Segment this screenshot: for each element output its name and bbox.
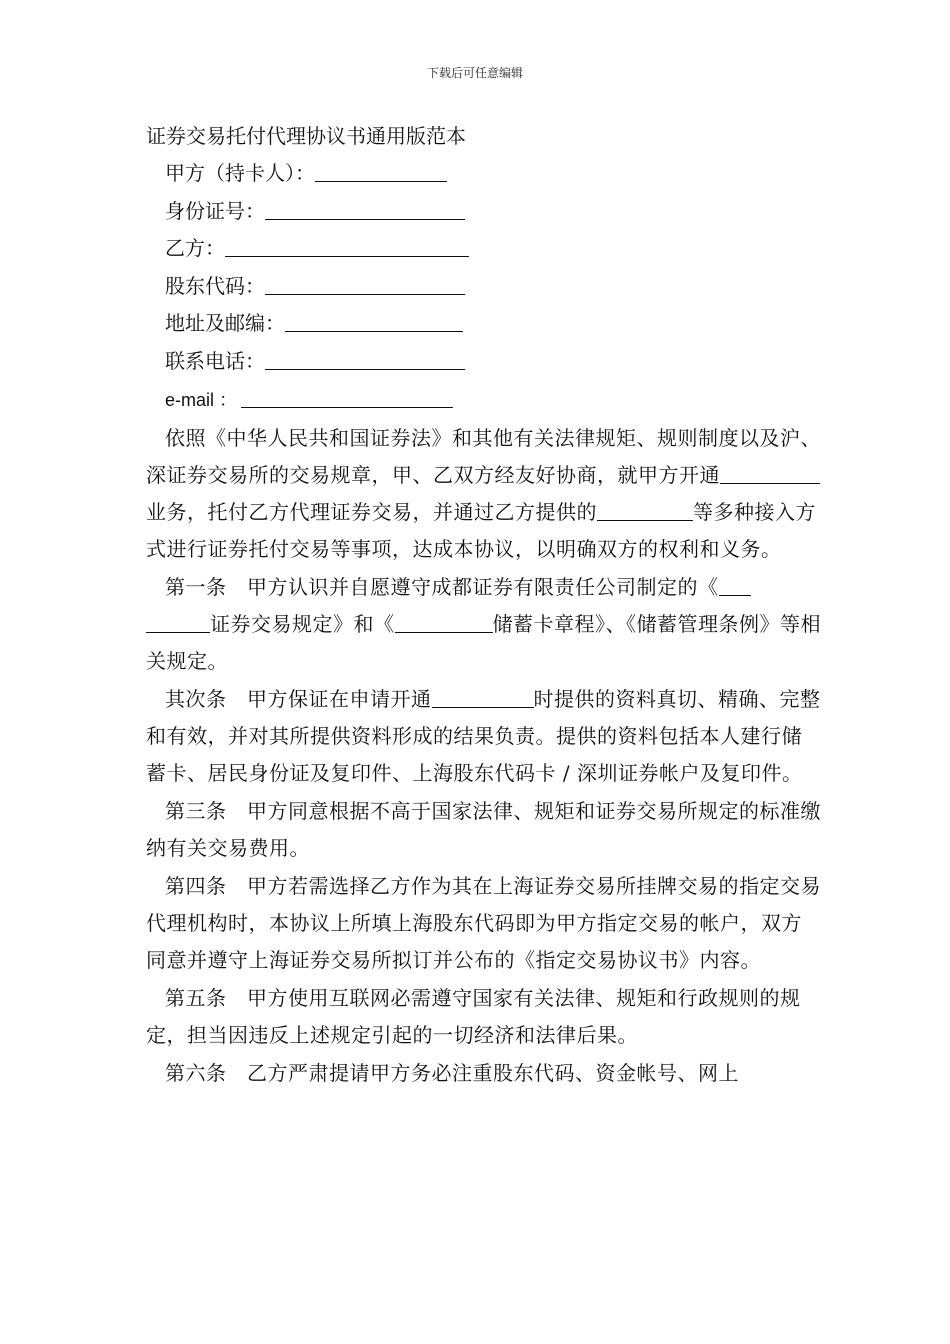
paragraph-article-1 bbox=[146, 569, 822, 680]
blank-line bbox=[285, 311, 463, 332]
paragraph-article-2 bbox=[146, 681, 822, 792]
paragraph-text: 证券交易规定》和《 bbox=[210, 611, 395, 636]
paragraph-text: 依照《中华人民共和国证券法》和其他有关法律规矩、规则制度以及沪、深证券交易所的交易规章，甲、乙双方经友好协商，就甲方开通 bbox=[146, 425, 821, 487]
paragraph-text: 其次条 甲方保证在申请开通 bbox=[165, 686, 432, 711]
blank-line bbox=[225, 236, 469, 257]
blank-line bbox=[315, 161, 447, 182]
document-body bbox=[146, 118, 822, 1092]
paragraph-text: 等多种接入方式进行证券托付交易等事项，达成本协议，以明确双方的权利和义务。 bbox=[146, 499, 816, 561]
paragraph-preamble bbox=[146, 420, 822, 568]
field-label: 乙方： bbox=[165, 236, 225, 260]
field-shareholder-code bbox=[146, 268, 822, 306]
paragraph-article-6: 第六条 乙方严肃提请甲方务必注重股东代码、资金帐号、网上 bbox=[165, 1060, 739, 1085]
field-label: 联系电话： bbox=[165, 348, 265, 373]
field-label: 地址及邮编： bbox=[165, 311, 285, 335]
blank-line bbox=[395, 612, 493, 633]
paragraph-text: 时提供的资料真切、精确、完整和有效，并对其所提供资料形成的结果负责。提供的资料包括本人建行储蓄卡、居民身份证及复印件、上海股东代码卡 / 深圳证券帐户及复印件。 bbox=[146, 686, 821, 785]
blank-line bbox=[720, 463, 820, 484]
field-address-postcode bbox=[146, 305, 822, 343]
paragraph-article-5: 第五条 甲方使用互联网必需遵守国家有关法律、规矩和行政规则的规定，担当因违反上述规定引起的一切经济和法律后果。 bbox=[146, 985, 801, 1047]
paragraph-text: 业务，托付乙方代理证券交易，并通过乙方提供的 bbox=[146, 499, 597, 524]
field-label: 身份证号： bbox=[165, 198, 265, 223]
blank-line bbox=[265, 274, 465, 295]
field-label: 股东代码： bbox=[165, 273, 265, 298]
field-phone bbox=[146, 343, 822, 381]
paragraph-article-4: 第四条 甲方若需选择乙方作为其在上海证券交易所挂牌交易的指定交易代理机构时，本协议上所填上海股东代码即为甲方指定交易的帐户，双方同意并遵守上海证券交易所拟订并公布的《指定交易协议书》内容。 bbox=[146, 873, 821, 972]
blank-line bbox=[146, 612, 210, 633]
field-party-b bbox=[146, 230, 822, 268]
paragraph-text: 储蓄卡章程》、《储蓄管理条例》等相关规定。 bbox=[146, 611, 821, 673]
document-title: 证券交易托付代理协议书通用版范本 bbox=[146, 124, 466, 148]
paragraph-text: 第一条 甲方认识并自愿遵守成都证券有限责任公司制定的《 bbox=[165, 574, 719, 599]
blank-line bbox=[597, 500, 693, 521]
blank-line bbox=[719, 575, 751, 596]
page-header-note: 下载后可任意编辑 bbox=[426, 66, 523, 80]
blank-line bbox=[432, 687, 534, 708]
paragraph-article-3: 第三条 甲方同意根据不高于国家法律、规矩和证券交易所规定的标准缴纳有关交易费用。 bbox=[146, 798, 821, 860]
field-email bbox=[146, 382, 822, 420]
field-party-a bbox=[146, 155, 822, 193]
blank-line bbox=[241, 387, 453, 408]
field-id-number bbox=[146, 193, 822, 231]
blank-line bbox=[265, 199, 465, 220]
field-label: 甲方（持卡人）： bbox=[165, 161, 315, 185]
blank-line bbox=[265, 349, 465, 370]
field-label: e-mail ： bbox=[165, 390, 238, 410]
